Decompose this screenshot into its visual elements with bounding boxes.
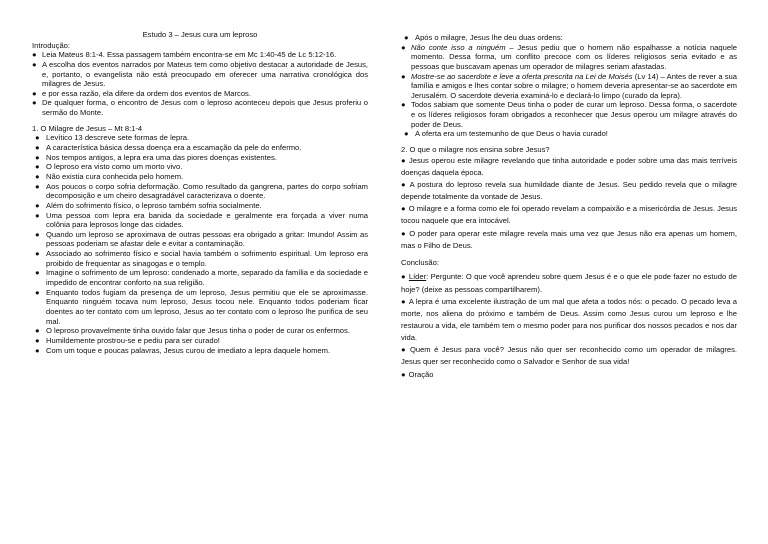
left-column <box>32 30 368 355</box>
bullet-icon: ● <box>35 229 40 239</box>
list-item <box>32 162 368 172</box>
list-item <box>401 155 737 179</box>
section2-list <box>401 155 737 252</box>
list-item <box>401 344 737 368</box>
list-item-text: Quando um leproso se aproximava de outras pessoas era obrigado a gritar: Imundo! Assim as pessoas poderiam se afastar dele e evitar a contaminação. <box>46 229 368 249</box>
list-item-text: Não existia cura conhecida pelo homem. <box>46 171 184 181</box>
list-item <box>401 228 737 252</box>
list-item-text: O leproso era visto como um morto vivo. <box>46 162 183 172</box>
list-item <box>32 230 368 249</box>
bullet-icon: ● <box>35 200 40 210</box>
bullet-icon: ● <box>35 162 40 172</box>
list-item-text: Aos poucos o corpo sofria deformação. Como resultado da gangrena, partes do corpo sofriam decomposição e um cheiro desagradável caracterizava o doente. <box>46 181 368 201</box>
list-item-text: Levítico 13 descreve sete formas de lepra. <box>46 133 190 143</box>
bullet-icon: ● <box>35 345 40 355</box>
bullet-icon: ● <box>35 133 40 143</box>
leaders-text: Todos sabiam que somente Deus tinha o poder de curar um leproso. Dessa forma, o sacerdote e os líderes religiosos foram obrigados a reconhecer que Jesus operou um milagre através do poder de Deus. <box>411 100 737 129</box>
bullet-icon: ● <box>401 369 406 379</box>
right-column <box>401 33 737 381</box>
list-item-text: Jesus operou este milagre revelando que tinha autoridade e poder sobre uma das mais terríveis doenças daquela época. <box>401 155 738 177</box>
list-item <box>32 50 368 60</box>
priest-emphasis: Mostre-se ao sacerdote e leve a oferta prescrita na Lei de Moisés <box>411 71 633 81</box>
list-item-text: A característica básica dessa doença era a escamação da pele do enfermo. <box>46 143 302 153</box>
list-item <box>401 203 737 227</box>
bullet-icon: ● <box>32 59 37 69</box>
list-item <box>32 249 368 268</box>
list-item <box>401 296 737 345</box>
bullet-icon: ● <box>32 88 37 98</box>
list-item <box>401 179 737 203</box>
bullet-icon: ● <box>32 98 37 108</box>
list-item-text: O milagre e a forma como ele foi operado revelam a compaixão e a misericórdia de Jesus. Jesus tocou naquele que era intocável. <box>401 204 737 226</box>
list-item <box>401 72 737 101</box>
intro-heading: Introdução: <box>32 40 70 50</box>
bullet-icon: ● <box>401 71 406 81</box>
list-item <box>32 153 368 163</box>
bullet-icon: ● <box>35 268 40 278</box>
bullet-icon: ● <box>35 171 40 181</box>
bullet-icon: ● <box>401 228 407 238</box>
bullet-icon: ● <box>401 296 406 306</box>
list-item <box>32 60 368 89</box>
list-item <box>32 268 368 287</box>
list-item <box>401 369 737 381</box>
list-item <box>401 33 737 43</box>
list-item <box>401 129 737 139</box>
bullet-icon: ● <box>35 143 40 153</box>
bullet-icon: ● <box>32 50 37 60</box>
list-item-text: A postura do leproso revela sua humildade diante de Jesus. Seu pedido revela que o milagre depende totalmente da vontade de Jesus. <box>401 179 737 202</box>
no-tell-emphasis: Não conte isso a ninguém <box>411 42 506 52</box>
list-item-text: Quem é Jesus para você? Jesus não quer ser reconhecido como um operador de milagres. Jesus quer ser reconhecido como o Salvador e Senhor de sua vida! <box>401 345 738 367</box>
orders-text: Após o milagre, Jesus lhe deu duas ordens: <box>415 33 563 42</box>
bullet-icon: ● <box>401 272 406 282</box>
section2-heading: 2. O que o milagre nos ensina sobre Jesus? <box>401 145 550 155</box>
section1-heading: 1. O Milagre de Jesus – Mt 8:1-4 <box>32 123 143 133</box>
list-item <box>32 201 368 211</box>
list-item <box>401 100 737 129</box>
list-item-text: Humildemente prostrou-se e pediu para ser curado! <box>46 335 220 345</box>
list-item-text: Imagine o sofrimento de um leproso: condenado a morte, separado da família e da sociedade e impedido de encontrar conforto na sua religião. <box>46 268 368 288</box>
bullet-icon: ● <box>35 210 40 220</box>
conclusion-list <box>401 271 737 380</box>
section1-list <box>32 133 368 355</box>
list-item <box>32 346 368 356</box>
list-item-text: Com um toque e poucas palavras, Jesus curou de imediato a lepra daquele homem. <box>46 345 331 355</box>
bullet-icon: ● <box>401 155 406 165</box>
bullet-icon: ● <box>35 181 40 191</box>
list-item-text: A lepra é uma excelente ilustração de um mal que afeta a todos nós: o pecado. O pecado leva a morte, nos aliena do próximo e também de Deus. Assim como Jesus curou um leproso e lhe restaurou a vida, ele também tem o mesmo poder para nos purificar dos nossos pecados e nos dar vida. <box>401 296 737 343</box>
bullet-icon: ● <box>35 249 40 259</box>
bullet-icon: ● <box>401 345 407 355</box>
list-item <box>401 271 737 295</box>
list-item <box>32 326 368 336</box>
list-item-text: e por essa razão, ela difere da ordem dos eventos de Marcos. <box>42 88 251 98</box>
list-item-text: O poder para operar este milagre revela mais uma vez que Jesus não era apenas um homem, mas o Filho de Deus. <box>401 228 737 250</box>
list-item <box>32 89 368 99</box>
list-item <box>32 172 368 182</box>
list-item <box>32 182 368 201</box>
list-item-text: Enquanto todos fugiam da presença de um leproso, Jesus permitiu que ele se aproximasse. Enquanto ninguém tocava num leproso, Jesus tocou nele. Enquanto todos poderiam ficar doentes ao ter contato com um leproso, Jesus ao ter contato com o leproso lhe purifica de seu mal. <box>46 287 368 326</box>
list-item-text: Oração <box>408 369 434 379</box>
bullet-icon: ● <box>401 42 406 52</box>
priest-text: (Lv 14) – Antes de rever a sua família e amigos e lhes contar sobre o milagre; o homem deveria apresentar-se ao sacerdote em Jerusalém. O sacerdote deveria examiná-lo e declará-lo limpo (curado da lepra). <box>411 71 737 100</box>
list-item-text: Nos tempos antigos, a lepra era uma das piores doenças existentes. <box>46 152 277 162</box>
study-title: Estudo 3 – Jesus cura um leproso <box>142 30 258 39</box>
list-item-text: Uma pessoa com lepra era banida da sociedade e geralmente era forçada a viver numa colônia para leprosos longe das cidades. <box>46 210 368 230</box>
offering-text: A oferta era um testemunho de que Deus o havia curado! <box>415 129 608 139</box>
bullet-icon: ● <box>404 129 409 139</box>
list-item <box>32 98 368 117</box>
list-item-text: De qualquer forma, o encontro de Jesus com o leproso aconteceu depois que Jesus proferiu o sermão do Monte. <box>42 98 368 118</box>
bullet-icon: ● <box>35 287 40 297</box>
list-item <box>32 143 368 153</box>
list-item-text: Além do sofrimento físico, o leproso também sofria socialmente. <box>46 200 262 210</box>
list-item <box>401 43 737 72</box>
list-item-text: Leia Mateus 8:1-4. Essa passagem também encontra-se em Mc 1:40-45 de Lc 5:12-16. <box>42 50 337 60</box>
no-tell-text: – Jesus pediu que o homem não espalhasse a notícia naquele momento. Dessa forma, um conflito precoce com os líderes religiosos seria evitado e as pessoas que buscavam apenas um operador de milagres seriam afastadas. <box>411 42 737 71</box>
bullet-icon: ● <box>35 335 40 345</box>
list-item <box>32 336 368 346</box>
list-item <box>32 211 368 230</box>
bullet-icon: ● <box>404 33 409 42</box>
list-item <box>32 288 368 327</box>
intro-list <box>32 50 368 117</box>
conclusion-heading: Conclusão: <box>401 257 439 267</box>
bullet-icon: ● <box>35 326 40 336</box>
list-item-text: O leproso provavelmente tinha ouvido falar que Jesus tinha o poder de curar os enfermos. <box>46 326 350 336</box>
list-item <box>32 133 368 143</box>
bullet-icon: ● <box>401 179 407 189</box>
bullet-icon: ● <box>401 100 406 110</box>
list-item-text: Associado ao sofrimento físico e social havia também o sofrimento espiritual. Um leproso era proibido de frequentar as sinagogas e o templo. <box>46 249 368 268</box>
bullet-icon: ● <box>401 204 406 214</box>
list-item-text: A escolha dos eventos narrados por Mateus tem como objetivo destacar a autoridade de Jesus, e, portanto, o evangelista não está preocupado em oferecer uma narrativa cronológica dos milagres de Jesus. <box>42 59 368 89</box>
leader-label: Líder <box>408 272 427 282</box>
bullet-icon: ● <box>35 152 40 162</box>
leader-text: : Pergunte: O que você aprendeu sobre quem Jesus é e o que ele pode fazer no estudo de hoje? (deixe as pessoas compartilharem). <box>401 272 738 294</box>
